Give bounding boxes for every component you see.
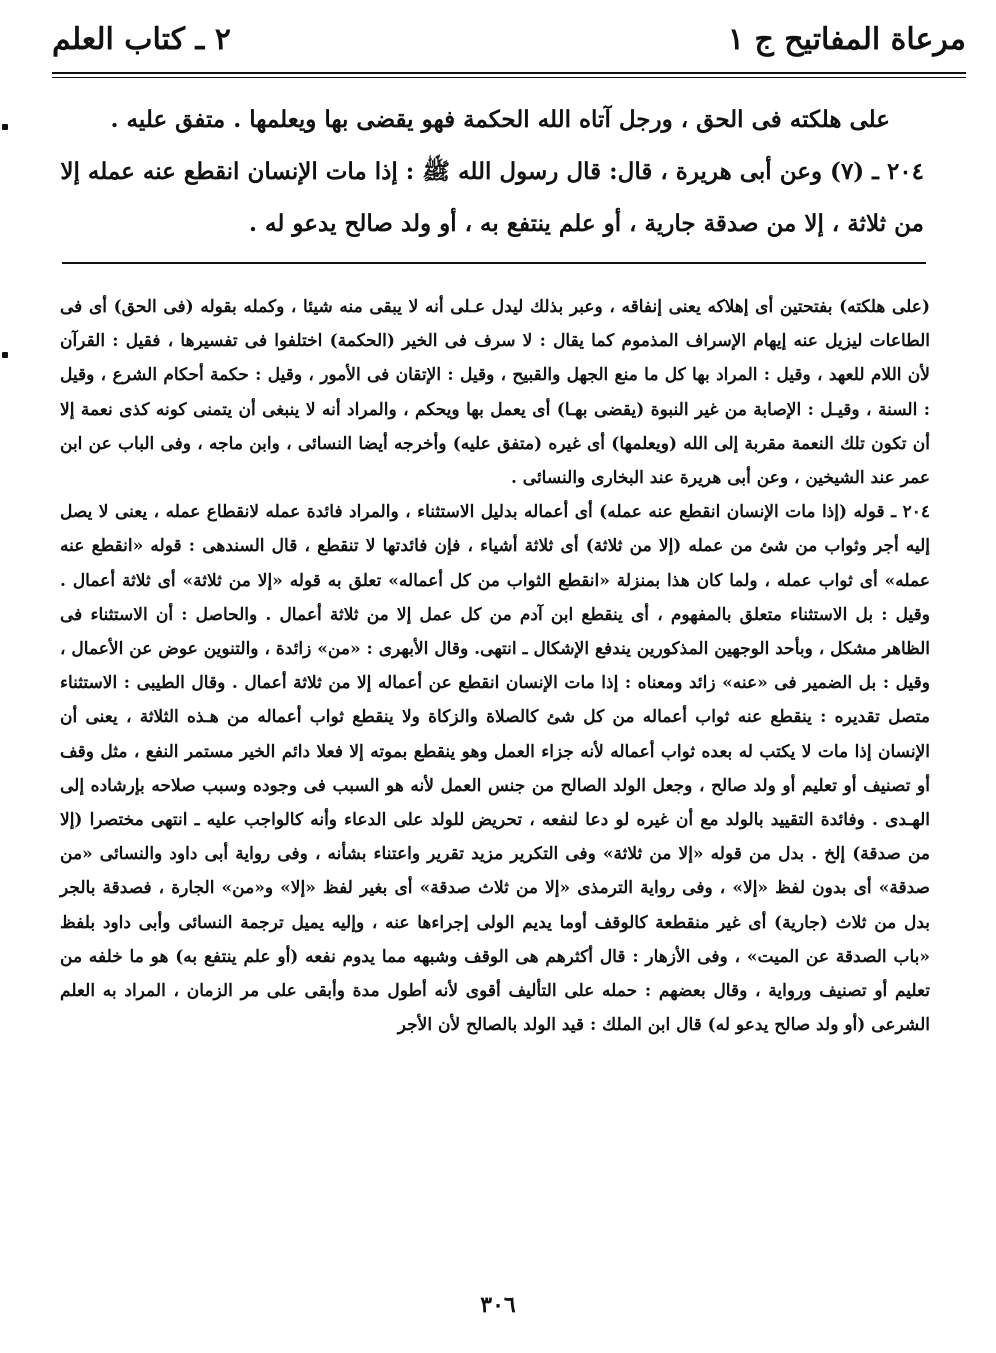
hadith-line: ٢٠٤ ـ (٧) وعن أبى هريرة ، قال: قال رسول الله ﷺ : إذا مات الإنسان انقطع عنه عمله إلا — [60, 158, 924, 185]
book-title: مرعاة المفاتيح ج ١ — [727, 22, 966, 57]
hadith-line: من ثلاثة ، إلا من صدقة جارية ، أو علم ينتفع به ، أو ولد صالح يدعو له . — [249, 210, 924, 237]
page-number: ٣٠٦ — [480, 1292, 516, 1318]
commentary-paragraph: (على هلكته) بفتحتين أى إهلاكه يعنى إنفاقه ، وعبر بذلك ليدل عـلى أنه لا يبقى منه شيئا ، وكمله بقوله (فى الحق) أى فى الطاعات ليزيل عنه إيهام الإسراف المذموم كما يقال : لا سرف فى الخير (الحكمة) اختلفوا فى تفسيرها ، فقيل : القرآن لأن اللام للعهد ، وقيل : المراد بها كل ما منع الجهل والقبيح ، وقيل : الإتقان فى الأمور ، وقيل : حكمة أحكام الشرع ، وقيل : السنة ، وقيـل : الإصابة من غير النبوة (يقضى بهـا) أى يعمل بها ويحكم ، والمراد أنه لا ينبغى أن يتمنى كونه كذى نعمة إلا أن تكون تلك النعمة مقربة إلى الله (ويعلمها) أى غيره (متفق عليه) وأخرجه أيضا النسائى ، وابن ماجه ، وفى الباب عن ابن عمر عند الشيخين ، وعن أبى هريرة عند البخارى والنسائى . — [60, 297, 930, 489]
hadith-line: على هلكته فى الحق ، ورجل آتاه الله الحكمة فهو يقضى بها ويعلمها . متفق عليه . — [110, 106, 890, 133]
commentary-text — [60, 290, 930, 1042]
header-rule — [52, 72, 966, 74]
section-divider — [62, 262, 926, 264]
header-rule-thin — [52, 77, 966, 78]
scan-edge-mark — [2, 352, 8, 358]
commentary-paragraph: ٢٠٤ ـ قوله (إذا مات الإنسان انقطع عنه عمله) أى أعماله بدليل الاستثناء ، والمراد فائدة عمله لانقطاع عمله ، يعنى لا يصل إليه أجر وثواب من شئ من عمله (إلا من ثلاثة) أى ثلاثة أشياء ، فإن فائدتها لا تنقطع ، قال السندهى : قوله «انقطع عنه عمله» أى ثواب عمله ، ولما كان هذا بمنزلة «انقطع الثواب من كل أعماله» تعلق به قوله «إلا من ثلاثة» أى ثلاثة أعمال . وقيل : بل الاستثناء متعلق بالمفهوم ، أى ينقطع ابن آدم من كل عمل إلا من ثلاثة أعمال . والحاصل : أن الاستثناء فى الظاهر مشكل ، وبأحد الوجهين المذكورين يندفع الإشكال ـ انتهى. وقال الأبهرى : «من» زائدة ، والتنوين عوض عن الأعمال ، وقيل : بل الضمير فى «عنه» زائد ومعناه : إذا مات الإنسان انقطع عن أعماله إلا من ثلاثة أعمال . وقال الطيبى : الاستثناء متصل تقديره : ينقطع عنه ثواب أعماله من كل شئ كالصلاة والزكاة ولا ينقطع ثواب أعماله من هـذه الثلاثة ، يعنى أن الإنسان إذا مات لا يكتب له بعده ثواب أعماله لأنه جزاء العمل وهو ينقطع بموته إلا فعلا دائم الخير مستمر النفع ، مثل وقف أو تصنيف أو تعليم أو ولد صالح ، وجعل الولد الصالح من جنس العمل لأنه هو السبب فى وجوده وسبب صلاحه بإرشاده إلى الهـدى . وفائدة التقييد بالولد مع أن غيره لو دعا لنفعه ، تحريض للولد على الدعاء وأنه كالواجب عليه ـ انتهى مختصرا (إلا من صدقة) إلخ . بدل من قوله «إلا من ثلاثة» وفى التكرير مزيد تقرير واعتناء بشأنه ، وفى رواية أبى داود والنسائى «من صدقة» أى بدون لفظ «إلا» ، وفى رواية الترمذى «إلا من ثلاث صدقة» أى بغير لفظ «إلا» و«من» الجارة ، فصدقة بالجر بدل من ثلاث (جارية) أى غير منقطعة كالوقف أوما يديم الولى إجراءها عنه ، وإليه يميل ترجمة النسائى وأبى داود بلفظ «باب الصدقة عن الميت» ، وفى الأزهار : قال أكثرهم هى الوقف وشبهه مما يدوم نفعه (أو علم ينتفع به) هو ما خلفه من تعليم أو تصنيف ورواية ، وقال بعضهم : حمله على التأليف أقوى لأنه أطول مدة وأبقى على مر الزمان ، المراد به العلم الشرعى (أو ولد صالح يدعو له) قال ابن الملك : قيد الولد بالصالح لأن الأجر — [60, 502, 930, 1036]
chapter-title: ٢ ـ كتاب العلم — [52, 22, 231, 57]
page-header — [52, 14, 966, 72]
scan-edge-mark — [2, 124, 8, 130]
hadith-text — [60, 94, 924, 250]
